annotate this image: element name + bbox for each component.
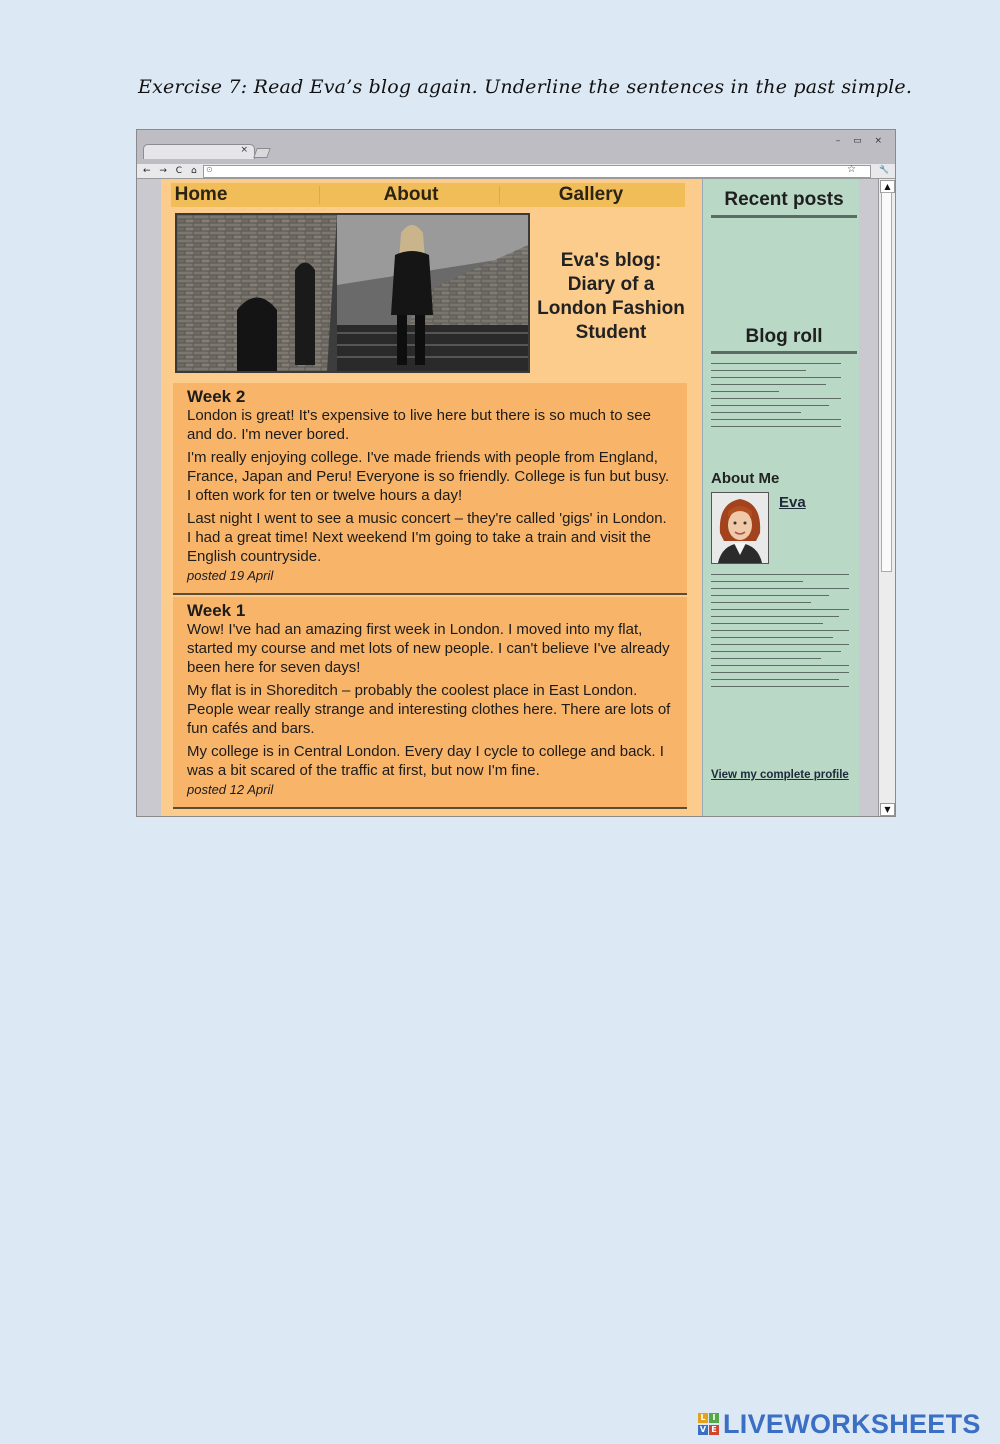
post-paragraph: My flat is in Shoreditch – probably the coolest place in East London. People wear really strange and interesting clothes here. There are lots of fun cafés and bars.	[187, 682, 671, 737]
logo-letter: L	[698, 1413, 708, 1423]
blog-title-line: London Fashion	[537, 298, 685, 319]
scroll-thumb[interactable]	[881, 192, 892, 572]
address-bar[interactable]	[203, 165, 871, 178]
sidebar-divider	[711, 351, 857, 354]
tab-close-icon[interactable]: ×	[240, 145, 248, 155]
blog-post-week-2	[173, 383, 687, 593]
browser-tab[interactable]	[143, 144, 255, 159]
browser-window	[136, 129, 896, 817]
wrench-icon[interactable]: 🔧	[879, 165, 889, 174]
logo-letter: I	[709, 1413, 719, 1423]
blog-title-line: Eva's blog:	[560, 250, 662, 271]
blog-title-line: Diary of a	[567, 274, 655, 295]
post-paragraph: My college is in Central London. Every day I cycle to college and back. I was a bit scared of the traffic at first, but now I'm fine.	[187, 743, 664, 779]
post-paragraph: London is great! It's expensive to live here but there is so much to see and do. I'm never bored.	[187, 407, 651, 443]
window-controls[interactable]: – ▭ ×	[835, 136, 887, 146]
scroll-up-icon[interactable]: ▲	[880, 180, 895, 193]
blog-header-photo	[175, 213, 530, 373]
post-paragraph: I'm really enjoying college. I've made friends with people from England, France, Japan and Peru! Everyone is so friendly. College is fun but busy. I often work for ten or twelve hours a day!	[187, 449, 670, 504]
browser-titlebar	[137, 130, 895, 164]
logo-letter: E	[709, 1425, 719, 1435]
exercise-instruction: Exercise 7: Read Eva’s blog again. Underline the sentences in the past simple.	[138, 76, 913, 98]
post-divider	[173, 593, 687, 595]
post-paragraph: Last night I went to see a music concert – they're called 'gigs' in London. I had a great time! Next weekend I'm going to take a train and visit the English countryside.	[187, 510, 667, 565]
blog-roll-heading: Blog roll	[745, 326, 823, 347]
recent-posts-heading: Recent posts	[724, 189, 844, 210]
scrollbar[interactable]	[878, 179, 895, 817]
nav-about[interactable]: About	[383, 184, 439, 205]
browser-toolbar	[137, 164, 895, 179]
nav-divider	[499, 186, 500, 204]
sidebar-divider	[711, 215, 857, 218]
nav-divider	[319, 186, 320, 204]
post-date: posted 19 April	[187, 568, 274, 583]
about-me-heading: About Me	[711, 470, 780, 487]
post-date: posted 12 April	[187, 782, 274, 797]
page-icon: ⊙	[206, 165, 213, 174]
post-paragraph: Wow! I've had an amazing first week in London. I moved into my flat, started my course and met lots of new people. I can't believe I've already been here for seven days!	[187, 621, 670, 676]
blog-roll-placeholder-lines	[711, 363, 857, 433]
navigation-icons[interactable]: ← → C ⌂	[143, 166, 200, 176]
post-divider	[173, 807, 687, 809]
new-tab-button[interactable]	[253, 148, 271, 158]
liveworksheets-brand	[698, 1408, 981, 1440]
logo-letter: V	[699, 1424, 707, 1434]
liveworksheets-wordmark: LIVEWORKSHEETS	[723, 1408, 981, 1439]
blog-post-week-1	[173, 597, 687, 807]
liveworksheets-logo-icon	[698, 1413, 720, 1435]
post-heading: Week 1	[187, 601, 246, 620]
view-profile-link[interactable]: View my complete profile	[711, 769, 849, 781]
profile-avatar[interactable]	[711, 492, 769, 564]
scroll-down-icon[interactable]: ▼	[880, 803, 895, 816]
blog-sidebar	[702, 179, 859, 817]
profile-name-link[interactable]: Eva	[779, 494, 806, 511]
post-heading: Week 2	[187, 387, 246, 406]
bookmark-star-icon[interactable]: ☆	[847, 164, 856, 175]
blog-title-line: Student	[575, 322, 647, 343]
blog-nav	[171, 183, 685, 207]
about-placeholder-lines	[711, 574, 857, 693]
nav-home[interactable]: Home	[174, 184, 228, 205]
blog-title	[533, 249, 689, 345]
nav-gallery[interactable]: Gallery	[558, 184, 624, 205]
